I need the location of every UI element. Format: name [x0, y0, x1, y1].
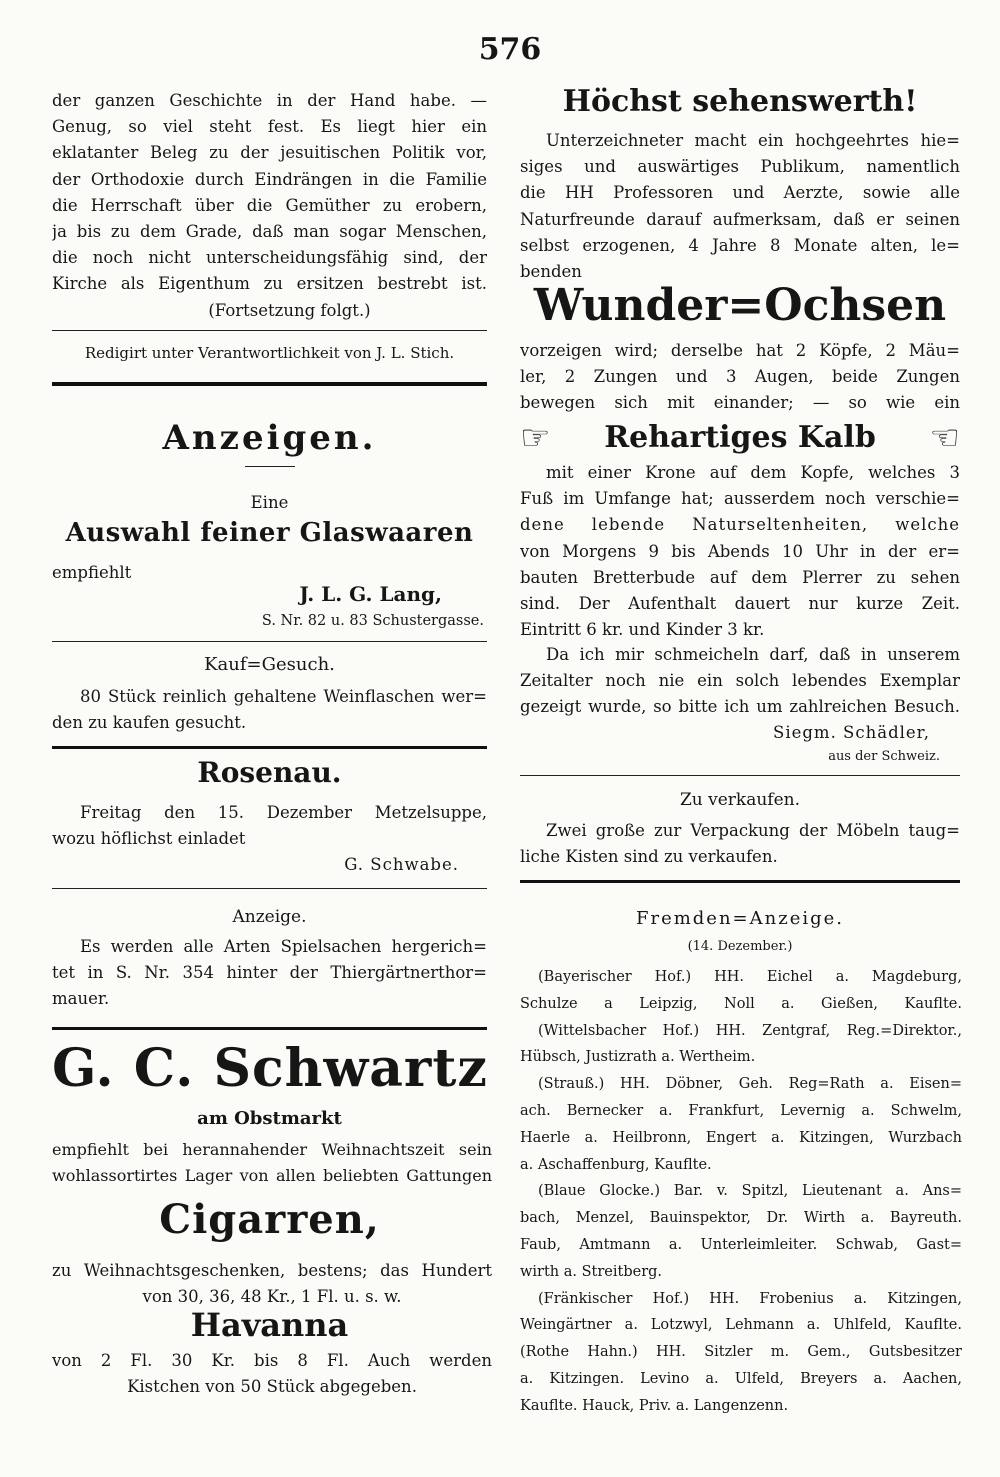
article-continuation [52, 88, 487, 324]
text-line: (Bayerischer Hof.) HH. Eichel a. Magdeburg, [538, 969, 962, 985]
ads-heading: Anzeigen. [162, 418, 377, 458]
page-number: 576 [478, 32, 542, 67]
text-line: die HH Professoren und Aerzte, sowie alle [520, 183, 960, 203]
text-line: Es werden alle Arten Spielsachen hergerich= [80, 937, 487, 956]
text-line: die Herrschaft über die Gemüther zu erobern, [52, 195, 487, 215]
anzeige-body [52, 934, 487, 1013]
text-line: wozu höflichst einladet [52, 829, 246, 849]
right-origin: aus der Schweiz. [828, 749, 940, 764]
text-line: selbst erzogenen, 4 Jahre 8 Monate alten, le= [520, 235, 960, 255]
text-line: empfiehlt bei herannahender Weihnachtszeit sein [52, 1140, 492, 1159]
text-line: dene lebende Naturseltenheiten, welche [520, 515, 960, 535]
text-line: Fuß im Umfange hat; ausserdem noch verschie= [520, 489, 960, 509]
text-line: Eintritt 6 kr. und Kinder 3 kr. [520, 620, 765, 640]
continuation-note: (Fortsetzung folgt.) [208, 300, 371, 320]
glass-title: Auswahl feiner Glaswaaren [65, 518, 474, 548]
text-line: benden [520, 262, 582, 282]
text-line: Hübsch, Justizrath a. Wertheim. [520, 1049, 756, 1066]
divider [520, 880, 960, 883]
text-line: a. Aschaffenburg, Kaufltе. [520, 1156, 712, 1173]
divider [52, 330, 487, 331]
divider [52, 746, 487, 749]
text-line: (Fränkischer Hof.) HH. Frobenius a. Kitzingen, [538, 1290, 962, 1307]
text-line: (Rothe Hahn.) HH. Sitzler m. Gem., Gutsbesitzer [520, 1344, 962, 1361]
text-line: (Blaue Glocke.) Bar. v. Spitzl, Lieutenant a. Ans= [538, 1183, 962, 1200]
kauf-body [52, 684, 487, 736]
text-line: a. Kitzingen. Levino a. Ulfeld, Breyers a. Aachen, [520, 1370, 962, 1387]
text-line: von 30, 36, 48 Kr., 1 Fl. u. s. w. [142, 1287, 402, 1307]
schwartz-cigars: Cigarren, [159, 1196, 380, 1243]
schwartz-body3 [52, 1348, 492, 1400]
schwartz-name: G. C. Schwartz [52, 1038, 488, 1099]
pointing-hand-right-icon: ☞ [520, 418, 551, 458]
fremden-list [520, 964, 962, 1420]
rosenau-title: Rosenau. [197, 756, 342, 789]
schwartz-body2 [52, 1258, 492, 1310]
text-line: Faub, Amtmann a. Unterleimleiter. Schwab, Gast= [520, 1236, 962, 1253]
text-line: Haerle a. Heilbronn, Engert a. Kitzingen, Wurzbach [520, 1129, 962, 1146]
text-line: Freitag den 15. Dezember Metzelsuppe, [80, 803, 487, 822]
divider-thick [52, 382, 487, 386]
right-mid [520, 338, 960, 417]
divider [520, 775, 960, 776]
short-divider [245, 466, 295, 467]
text-line: ja bis zu dem Grade, daß man sogar Menschen, [52, 222, 487, 242]
text-line: ler, 2 Zungen und 3 Augen, beide Zungen [520, 367, 960, 387]
text-line: Da ich mir schmeicheln darf, daß in unserem [546, 645, 960, 664]
rosenau-signature: G. Schwabe. [344, 855, 459, 875]
right-rest [520, 460, 960, 643]
anzeige-title: Anzeige. [232, 907, 307, 927]
text-line: wohlassortirtes Lager von allen beliebten Gattungen [52, 1166, 492, 1186]
text-line: 80 Stück reinlich gehaltene Weinflaschen wer= [80, 687, 487, 706]
text-line: liche Kisten sind zu verkaufen. [520, 847, 778, 867]
verkaufen-title: Zu verkaufen. [679, 790, 801, 810]
text-line: Zwei große zur Verpackung der Möbeln taug= [546, 821, 960, 840]
fremden-title: Fremden=Anzeige. [635, 908, 845, 929]
text-line: Zeitalter noch nie ein solch lebendes Exemplar [520, 671, 960, 691]
kalb-row [520, 418, 960, 458]
text-line: gezeigt wurde, so bitte ich um zahlreichen Besuch. [520, 697, 960, 717]
kauf-title: Kauf=Gesuch. [204, 654, 335, 675]
schwartz-place: am Obstmarkt [197, 1108, 342, 1129]
right-closing [520, 642, 960, 721]
text-line: sind. Der Aufenthalt dauert nur kurze Zeit. [520, 594, 960, 614]
text-line: wirth a. Streitberg. [520, 1263, 663, 1280]
text-line: ach. Bernecker a. Frankfurt, Levernig a. Schwelm, [520, 1102, 962, 1119]
glass-address: S. Nr. 82 u. 83 Schustergasse. [261, 613, 484, 629]
glass-empfiehlt: empfiehlt [52, 563, 132, 582]
divider [52, 888, 487, 889]
wunder-ochsen: Wunder=Ochsen [533, 280, 947, 331]
divider [52, 641, 487, 642]
text-line: Schulze a Leipzig, Noll a. Gießen, Kauflte. [520, 995, 962, 1012]
text-line: siges und auswärtiges Publikum, namentlich [520, 157, 960, 177]
text-line: Kauflte. Hauck, Priv. a. Langenzenn. [520, 1397, 789, 1414]
editor-line: Redigirt unter Verantwortlichkeit von J. L. Stich. [84, 344, 455, 362]
right-signature: Siegm. Schädler, [773, 723, 930, 742]
text-line: (Wittelsbacher Hof.) HH. Zentgraf, Reg.=Direktor., [538, 1022, 962, 1039]
text-line: Kistchen von 50 Stück abgegeben. [127, 1377, 417, 1397]
text-line: bewegen sich mit einander; — so wie ein [520, 393, 960, 413]
text-line: Kirche als Eigenthum zu ersitzen bestrebt ist. [52, 274, 487, 294]
rosenau-body [52, 800, 487, 879]
right-intro [520, 128, 960, 285]
schwartz-havanna: Havanna [190, 1306, 349, 1344]
text-line: Weingärtner a. Lotzwyl, Lehmann a. Uhlfeld, Kauflte. [520, 1317, 962, 1334]
text-line: Unterzeichneter macht ein hochgeehrtes hie= [546, 131, 960, 150]
text-line: von 2 Fl. 30 Kr. bis 8 Fl. Auch werden [52, 1351, 492, 1370]
text-line: bauten Bretterbude auf dem Plerrer zu sehen [520, 567, 960, 587]
right-title: Höchst sehenswerth! [562, 84, 918, 119]
schwartz-body [52, 1137, 492, 1189]
glass-eine: Eine [250, 493, 289, 512]
text-line: Naturfreunde darauf aufmerksam, daß er seinen [520, 209, 960, 229]
text-line: von Morgens 9 bis Abends 10 Uhr in der er= [520, 541, 960, 561]
text-line: mauer. [52, 989, 110, 1009]
text-line: der Orthodoxie durch Eindrängen in die Familie [52, 169, 487, 189]
text-line: mit einer Krone auf dem Kopfe, welches 3 [546, 463, 960, 482]
text-line: bach, Menzel, Bauinspektor, Dr. Wirth a. Bayreuth. [520, 1210, 962, 1227]
text-line: eklatanter Beleg zu der jesuitischen Politik vor, [52, 143, 487, 163]
fremden-date: (14. Dezember.) [687, 939, 793, 954]
pointing-hand-left-icon: ☜ [929, 418, 960, 458]
text-line: zu Weihnachtsgeschenken, bestens; das Hundert [52, 1261, 492, 1280]
text-line: vorzeigen wird; derselbe hat 2 Köpfe, 2 Mäu= [520, 341, 960, 360]
text-line: tet in S. Nr. 354 hinter der Thiergärtnerthor= [52, 963, 487, 983]
text-line: Genug, so viel steht fest. Es liegt hier ein [52, 117, 487, 137]
glass-merchant: J. L. G. Lang, [299, 582, 442, 606]
text-line: der ganzen Geschichte in der Hand habe. — [52, 91, 487, 110]
text-line: die noch nicht unterscheidungsfähig sind, der [52, 248, 487, 268]
text-line: (Strauß.) HH. Döbner, Geh. Reg=Rath a. Eisen= [538, 1076, 962, 1093]
kalb-title: Rehartiges Kalb [604, 420, 876, 455]
text-line: den zu kaufen gesucht. [52, 713, 247, 733]
verkaufen-body [520, 818, 960, 870]
divider [52, 1027, 487, 1030]
